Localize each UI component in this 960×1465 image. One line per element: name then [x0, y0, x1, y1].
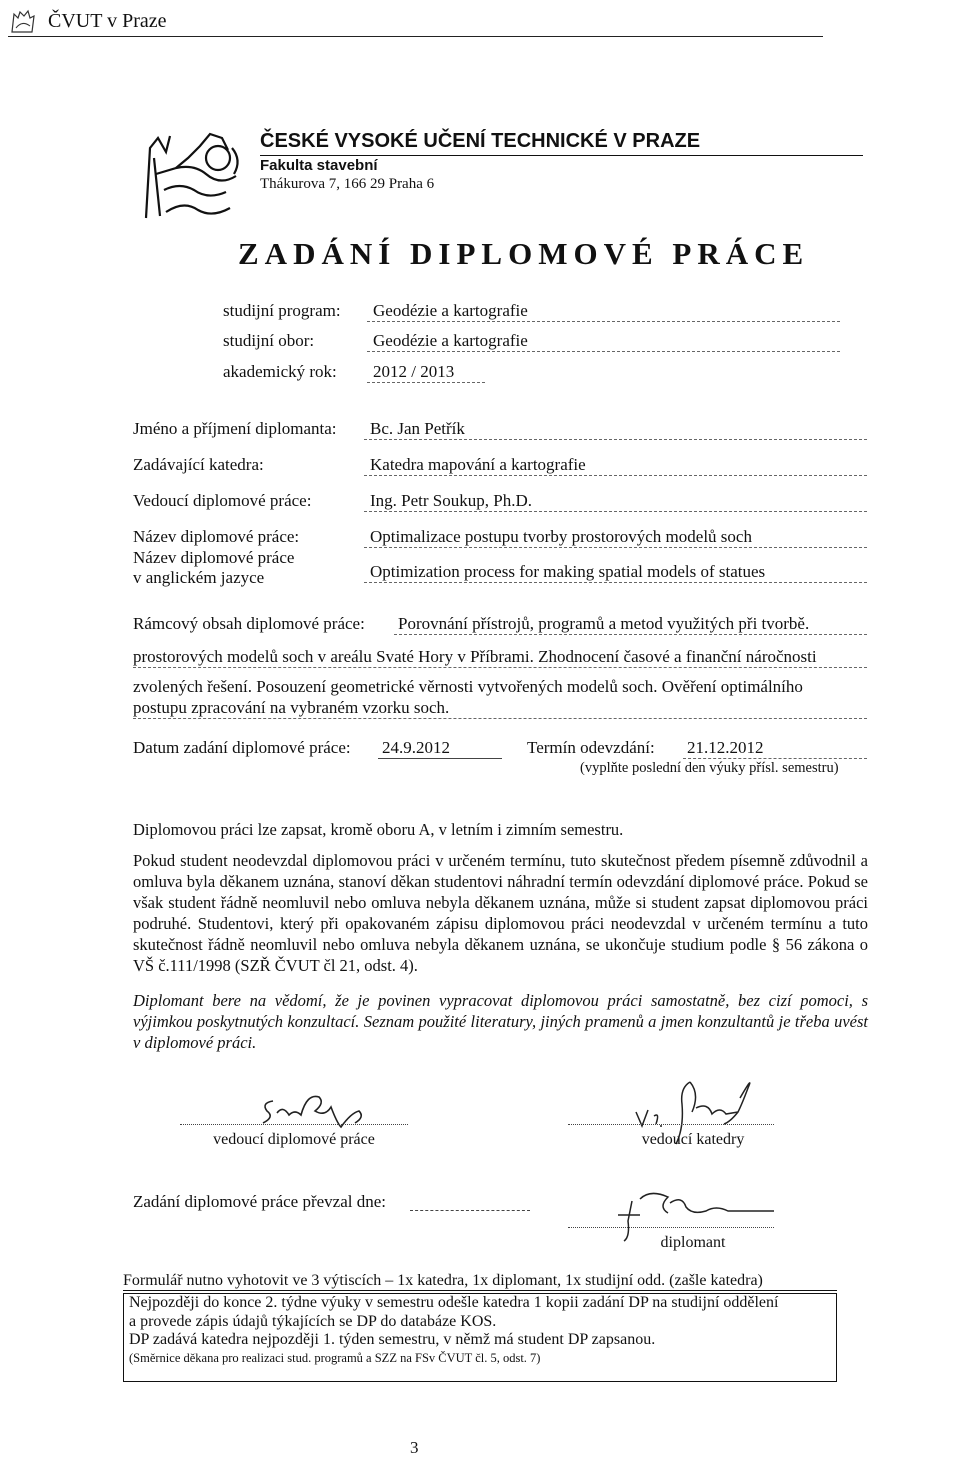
- framework-line-1: Porovnání přístrojů, programů a metod využitých při tvorbě.: [394, 614, 867, 635]
- running-header: [8, 6, 823, 37]
- instructions-line-3: DP zadává katedra nejpozději 1. týden semestru, v němž má student DP zapsanou.: [129, 1331, 656, 1348]
- paragraph-declaration: Diplomant bere na vědomí, že je povinen vypracovat diplomovou práci samostatně, bez cizí pomoci, s výjimkou poskytnutých konzultací. Seznam použité literatury, jiných pramenů a jmen konzultantů je třeba uvést v diplomové práci.: [133, 991, 868, 1052]
- page-number: 3: [410, 1438, 419, 1457]
- head-signature-line: [568, 1124, 774, 1125]
- instructions-source: (Směrnice děkana pro realizaci stud. programů a SZZ na FSv ČVUT čl. 5, odst. 7): [129, 1350, 541, 1365]
- thesis-title-value: Optimalizace postupu tvorby prostorových modelů soch: [364, 527, 867, 548]
- supervisor-signature-icon: [255, 1083, 370, 1133]
- institution-rule: [260, 155, 863, 156]
- framework-line-2: prostorových modelů soch v areálu Svaté Hory v Příbrami. Zhodnocení časové a finanční náročnosti: [133, 647, 867, 668]
- document-title: ZADÁNÍ DIPLOMOVÉ PRÁCE: [238, 236, 810, 271]
- department-value: Katedra mapování a kartografie: [364, 455, 867, 476]
- running-header-title: ČVUT v Praze: [48, 10, 167, 32]
- supervisor-signature-line: [180, 1124, 408, 1125]
- instructions-line-1: Nejpozději do konce 2. týdne výuky v semestru odešle katedra 1 kopii zadání DP na studijní oddělení: [129, 1294, 779, 1311]
- framework-label: Rámcový obsah diplomové práce:: [133, 614, 365, 633]
- thesis-title-label: Název diplomové práce:: [133, 527, 300, 546]
- english-title-label-line1: Název diplomové práce: [133, 548, 295, 567]
- assigned-date-label: Datum zadání diplomové práce:: [133, 738, 351, 757]
- supervisor-signature-caption: vedoucí diplomové práce: [213, 1131, 375, 1148]
- department-label: Zadávající katedra:: [133, 455, 264, 474]
- received-date-field: [410, 1210, 530, 1211]
- study-field-value: Geodézie a kartografie: [367, 331, 840, 352]
- student-name-label: Jméno a příjmení diplomanta:: [133, 419, 337, 438]
- study-program-label: studijní program:: [223, 301, 341, 320]
- received-label: Zadání diplomové práce převzal dne:: [133, 1192, 386, 1211]
- cvut-logo-icon: [8, 8, 38, 34]
- paragraph-semester: Diplomovou práci lze zapsat, kromě oboru A, v letním i zimním semestru.: [133, 820, 624, 839]
- assigned-date-value: 24.9.2012: [378, 738, 502, 759]
- english-title-label-line2: v anglickém jazyce: [133, 568, 265, 587]
- faculty-name: Fakulta stavební: [260, 157, 378, 174]
- form-copies-note: Formulář nutno vyhotovit ve 3 výtiscích – 1x katedra, 1x diplomant, 1x studijní odd. (zašle katedra): [123, 1272, 837, 1291]
- supervisor-label: Vedoucí diplomové práce:: [133, 491, 312, 510]
- institution-name: ČESKÉ VYSOKÉ UČENÍ TECHNICKÉ V PRAZE: [260, 130, 701, 152]
- english-title-value: Optimization process for making spatial models of statues: [364, 562, 867, 583]
- due-date-label: Termín odevzdání:: [527, 738, 655, 757]
- university-lion-logo-icon: [136, 128, 248, 220]
- student-name-value: Bc. Jan Petřík: [364, 419, 867, 440]
- faculty-address: Thákurova 7, 166 29 Praha 6: [260, 176, 435, 192]
- student-signature-line: [568, 1227, 774, 1228]
- framework-line-3: zvolených řešení. Posouzení geometrické věrnosti vytvořených modelů soch. Ověření optimálního: [133, 677, 803, 696]
- due-date-note: (vyplňte poslední den výuky přísl. semestru): [580, 760, 839, 776]
- academic-year-label: akademický rok:: [223, 362, 337, 381]
- framework-line-4: postupu zpracování na vybraném vzorku soch.: [133, 698, 867, 719]
- supervisor-value: Ing. Petr Soukup, Ph.D.: [364, 491, 867, 512]
- paragraph-deadline-rules: Pokud student neodevzdal diplomovou práci v určeném termínu, tuto skutečnost předem písemně zdůvodnil a omluva byla děkanem uznána, stanoví děkan studentovi náhradní termín odevzdání diplomové práce. Pokud se však student řádně neomluvil nebo omluva nebyla děkanem uznána, může si student zapsat diplomovou práci podruhé. Studentovi, který při opakovaném zápisu diplomovou práci neodevzdal v určeném termínu a tuto skutečnost řádně neomluvil nebo omluva nebyla děkanem uznána, se ukončuje studium podle § 56 zákona o VŠ č.111/1998 (SZŘ ČVUT čl 21, odst. 4).: [133, 851, 868, 975]
- due-date-value: 21.12.2012: [683, 738, 867, 759]
- study-program-value: Geodézie a kartografie: [367, 301, 840, 322]
- student-signature-caption: diplomant: [660, 1234, 726, 1251]
- head-signature-caption: vedoucí katedry: [641, 1131, 745, 1148]
- academic-year-value: 2012 / 2013: [367, 362, 485, 383]
- study-field-label: studijní obor:: [223, 331, 315, 350]
- instructions-box: [123, 1293, 837, 1382]
- instructions-line-2: a provede zápis údajů týkajících se DP do databáze KOS.: [129, 1312, 497, 1330]
